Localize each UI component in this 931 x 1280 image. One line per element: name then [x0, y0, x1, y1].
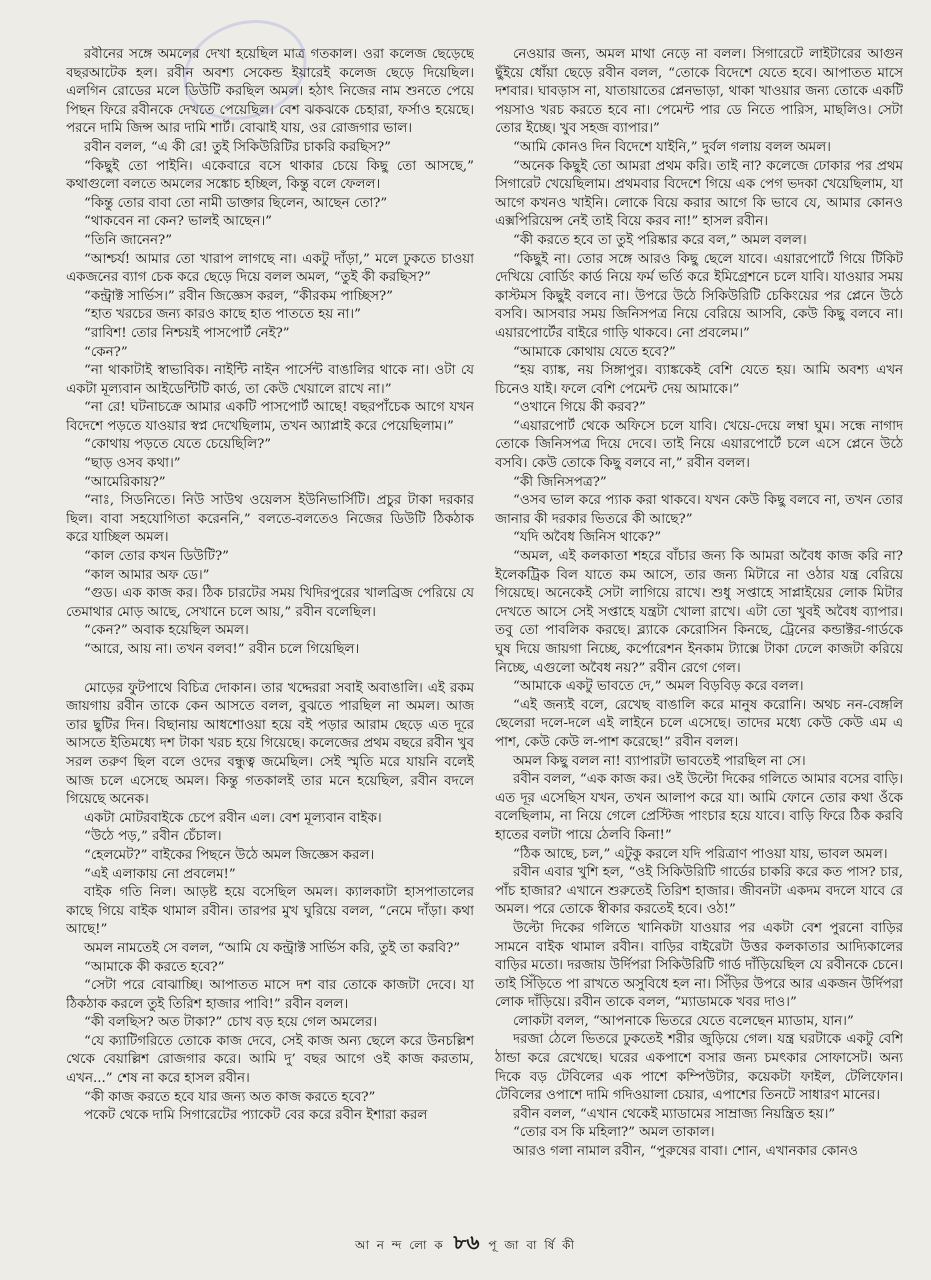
- magazine-name: আ ন ন্দ লো ক: [354, 1238, 445, 1252]
- paragraph: “অনেক কিছুই তো আমরা প্রথম করি। তাই না? কলেজে ঢোকার পর প্রথম সিগারেট খেয়েছিলাম। প্রথমবার বিদেশে গিয়ে এক পেগ ভদকা খেয়েছিলাম, যা আগে কখনও খাইনি। লোকে বিয়ে করার আগে কি ভাবে যে, আমার কোনও এক্সপিরিয়েন্স নেই তাই বিয়ে করব না!” হাসল রবীন।: [495, 158, 903, 230]
- paragraph: “কিন্তু তোর বাবা তো নামী ডাক্তার ছিলেন, আছেন তো?”: [84, 195, 388, 211]
- paragraph: “আমি কোনও দিন বিদেশে যাইনি,” দুর্বল গলায় বলল অমল।: [513, 139, 831, 155]
- paragraph: “আমাকে একটু ভাবতে দে,” অমল বিড়বিড় করে বলল।: [513, 679, 804, 695]
- paragraph: পকেট থেকে দামি সিগারেটের প্যাকেট বের করে রবীন ইশারা করল: [84, 1108, 428, 1124]
- paragraph: “সেটা পরে বোঝাচ্ছি। আপাতত মাসে দশ বার তোকে কাজটা দেবে। যা ঠিকঠাক করলে তুই তিরিশ হাজার পাবি!” রবীন বলল।: [66, 978, 474, 1012]
- paragraph: “তিনি জানেন?”: [84, 232, 173, 248]
- paragraph: “এই জন্যই বলে, রেখেছ বাঙালি করে মানুষ করোনি। অথচ নন-বেঙ্গলি ছেলেরা দলে-দলে এই লাইনে চলে এসেছে। তাদের মধ্যে কেউ কেউ এম এ পাশ, কেউ কেউ ল-পাশ করেছে!” রবীন বলল।: [495, 697, 903, 750]
- paragraph: “কী করতে হবে তা তুই পরিষ্কার করে বল,” অমল বলল।: [513, 232, 807, 248]
- paragraph: “কোথায় পড়তে যেতে চেয়েছিলি?”: [84, 437, 272, 453]
- paragraph: “কী জিনিসপত্র?”: [513, 474, 607, 490]
- paragraph: রবীন বলল, “এ কী রে! তুই সিকিউরিটির চাকরি করছিস?”: [84, 139, 392, 155]
- paragraph: “কেন?” অবাক হয়েছিল অমল।: [84, 623, 249, 639]
- paragraph: “কিছুই না। তোর সঙ্গে আরও কিছু ছেলে যাবে। এয়ারপোর্টে গিয়ে টিকিট দেখিয়ে বোর্ডিং কার্ড নিয়ে ফর্ম ভর্তি করে ইমিগ্রেশনে চলে যাবি। যাওয়ার সময় কাস্টমস কিছুই বলবে না। উপরে উঠে সিকিউরিটি চেকিংয়ের পর প্লেনে উঠে বসবি। আসবার সময় জিনিসপত্র নিয়ে বেরিয়ে আসবি, কেউ কিছু বলবে না। এয়ারপোর্টের বাইরে গাড়ি থাকবে। নো প্রবলেম।”: [495, 251, 903, 341]
- paragraph: “আমাকে কোথায় যেতে হবে?”: [513, 344, 676, 360]
- paragraph: “গুড। এক কাজ কর। ঠিক চারটের সময় খিদিরপুরের খালব্রিজ পেরিয়ে যে তেমাথার মোড় আছে, সেখানে চলে আয়,” রবীন বলেছিল।: [66, 586, 474, 620]
- paragraph: অমল নামতেই সে বলল, “আমি যে কন্ট্রাক্ট সার্ভিস করি, তুই তা করবি?”: [84, 940, 461, 956]
- page-footer: [0, 1228, 931, 1261]
- paragraph: “না রে! ঘটনাচক্রে আমার একটি পাসপোর্ট আছে! বছরপাঁচেক আগে যখন বিদেশে পড়তে যাওয়ার স্বপ্ন দেখেছিলাম, তখন অ্যাপ্লাই করে পেয়েছিলাম।”: [66, 400, 474, 434]
- paragraph: একটা মোটরবাইকে চেপে রবীন এল। বেশ মূল্যবান বাইক।: [84, 810, 382, 826]
- paragraph: রবীন এবার খুশি হল, “ওই সিকিউরিটি গার্ডের চাকরি করে কত পাস? চার, পাঁচ হাজার? এখানে শুরুতেই তিরিশ হাজার। জীবনটা একদম বদলে যাবে রে অমল। পরে তোকে স্বীকার করতেই হবে। ওঠ!”: [495, 865, 903, 918]
- paragraph: আরও গলা নামাল রবীন, “পুরুষের বাবা। শোন, এখানকার কোনও: [513, 1144, 858, 1160]
- paragraph: “অমল, এই কলকাতা শহরে বাঁচার জন্য কি আমরা অবৈধ কাজ করি না? ইলেকট্রিক বিল যাতে কম আসে, তার জন্য মিটারে না ওঠার যন্ত্র বেরিয়ে গিয়েছে। অনেকেই সেটা লাগিয়ে রাখে। শুধু সপ্তাহে সাপ্লাইয়ের লোক মিটার দেখতে আসে সেই সপ্তাহে যন্ত্রটা খোলা রাখে। এটা তো খুবই অবৈধ ব্যাপার। তবু তো পাবলিক করছে। ব্ল্যাকে কেরোসিন কিনছে, ট্রেনের কন্ডাক্টর-গার্ডকে ঘুষ দিয়ে জায়গা নিচ্ছে, কর্পোরেশন ইনকাম ট্যাক্সে টাকা ঢেলে কাজটা করিয়ে নিচ্ছে, এগুলো অবৈধ নয়?” রবীন রেগে গেল।: [495, 549, 903, 676]
- story-columns: [66, 46, 903, 1211]
- paragraph: “ওসব ভাল করে প্যাক করা থাকবে। যখন কেউ কিছু বলবে না, তখন তোর জানার কী দরকার ভিতরে কী আছে?”: [495, 493, 903, 527]
- paragraph: উল্টো দিকের গলিতে খানিকটা যাওয়ার পর একটা বেশ পুরনো বাড়ির সামনে বাইক থামাল রবীন। বাড়ির বাইরেটা উত্তর কলকাতার আদ্যিকালের বাড়ির মতো। দরজায় উর্দিপরা সিকিউরিটি গার্ড দাঁড়িয়েছিল যে রবীনকে চেনে। তাই সিঁড়িতে পা রাখতে অসুবিধে হল না। সিঁড়ির উপরে আর একজন উর্দিপরা লোক দাঁড়িয়ে। রবীন তাকে বলল, “ম্যাডামকে খবর দাও।”: [495, 920, 903, 1011]
- paragraph: “আমেরিকায়?”: [84, 474, 166, 490]
- page-number: ৮৬: [453, 1230, 480, 1254]
- paragraph: “উঠে পড়,” রবীন চেঁচাল।: [84, 829, 222, 845]
- paragraph: “আশ্চর্য! আমার তো খারাপ লাগছে না। একটু দাঁড়া,” মলে ঢুকতে চাওয়া একজনের ব্যাগ চেক করে ছেড়ে দিয়ে বলল অমল, “তুই কী করছিস?”: [66, 251, 474, 286]
- paragraph: “হাত খরচের জন্য কারও কাছে হাত পাততে হয় না।”: [84, 307, 361, 323]
- edition-label: পূ জা বা র্ষি কী: [488, 1238, 577, 1252]
- paragraph: “কাল তোর কখন ডিউটি?”: [84, 549, 229, 565]
- paragraph: রবীন বলল, “এক কাজ কর। ওই উল্টো দিকের গলিতে আমার বসের বাড়ি। এত দূর এসেছিস যখন, তখন আলাপ করে যা। আমি ফোনে তোর কথা ওঁকে বলেছিলাম, না নিয়ে গেলে প্রেস্টিজ পাংচার হয়ে যাবে। বাড়ি ফিরে ঠিক করবি হাতের বলটা পায়ে ঠেলবি কিনা!”: [495, 772, 903, 843]
- paragraph: “কেন?”: [84, 344, 128, 360]
- paragraph: “রাবিশ! তোর নিশ্চয়ই পাসপোর্ট নেই?”: [84, 325, 290, 341]
- paragraph: “থাকবেন না কেন? ভালই আছেন।”: [84, 214, 273, 230]
- paragraph: “কিছুই তো পাইনি। একেবারে বসে থাকার চেয়ে কিছু তো আসছে,” কথাগুলো বলতে অমলের সঙ্কোচ হচ্ছিল, কিন্তু বলে ফেলল।: [66, 158, 474, 193]
- paragraph: “ঠিক আছে, চল,” এটুকু করলে যদি পরিত্রাণ পাওয়া যায়, ভাবল অমল।: [513, 846, 888, 862]
- paragraph: “কী কাজ করতে হবে যার জন্য অত কাজ করতে হবে?”: [84, 1089, 376, 1105]
- paragraph: “নাঃ, সিডনিতে। নিউ সাউথ ওয়েলস ইউনিভার্সিটি। প্রচুর টাকা দরকার ছিল। বাবা সহযোগিতা করেননি,” বলতে-বলতেও নিজের ডিউটি ঠিকঠাক করে যাচ্ছিল অমল।: [66, 493, 474, 546]
- paragraph: লোকটা বলল, “আপনাকে ভিতরে যেতে বলেছেন ম্যাডাম, যান।”: [513, 1013, 854, 1029]
- paragraph: নেওয়ার জন্য, অমল মাথা নেড়ে না বলল। সিগারেটে লাইটারের আগুন ছুঁইয়ে ধোঁয়া ছেড়ে রবীন বলল, “তোকে বিদেশে যেতে হবে। আপাতত মাসে দশবার। ঘাবড়াস না, যাতায়াতের প্লেনভাড়া, থাকা খাওয়ার জন্য তোকে একটি পয়সাও খরচ করতে হবে না। পেমেন্ট পার ডে নিতে পারিস, মাছলিও। সেটা তোর ইচ্ছে। খুব সহজ ব্যাপার।”: [495, 47, 903, 137]
- paragraph: “হেলমেট?” বাইকের পিছনে উঠে অমল জিজ্ঞেস করল।: [84, 847, 375, 863]
- paragraph: মোড়ের ফুটপাথে বিচিত্র দোকান। তার খদ্দেররা সবাই অবাঙালি। এই রকম জায়গায় রবীন তাকে কেন আসতে বলল, বুঝতে পারছিল না অমল। আজ তার ছুটির দিন। বিছানায় আধশোওয়া হয়ে বই পড়ার আরাম ছেড়ে এত দূরে আসতে ইতিমধ্যে দশ টাকা খরচ হয়ে গিয়েছে। কলেজের প্রথম বছরে রবীন খুব সরল তরুণ ছিল বলে ওদের বন্ধুত্ব জমেছিল। সেই স্মৃতি মরে যায়নি বলেই আজ চলে এসেছে অমল। কিন্তু গতকালই তার মনে হয়েছিল, রবীন বদলে গিয়েছে অনেক।: [66, 680, 474, 808]
- paragraph: দরজা ঠেলে ভিতরে ঢুকতেই শরীর জুড়িয়ে গেল। যন্ত্র ঘরটাকে একটু বেশি ঠান্ডা করে রেখেছে। ঘরের একপাশে বসার জন্য চমৎকার সোফাসেট। অন্য দিকে বড় টেবিলের এক পাশে কম্পিউটার, কয়েকটা ফাইল, টেলিফোন। টেবিলের ওপাশে দামি গদিওয়ালা চেয়ার, এপাশের তিনটে সাধারণ মানের।: [495, 1032, 903, 1104]
- paragraph: অমল কিছু বলল না! ব্যাপারটা ভাবতেই পারছিল না সে।: [513, 753, 806, 769]
- paragraph: “না থাকাটাই স্বাভাবিক। নাইন্টি নাইন পার্সেন্ট বাঙালির থাকে না। ওটা যে একটা মূল্যবান আইডেন্টিটি কার্ড, তা কেউ খেয়ালে রাখে না।”: [66, 363, 474, 397]
- paragraph: “এয়ারপোর্ট থেকে অফিসে চলে যাবি। খেয়ে-দেয়ে লম্বা ঘুম। সন্ধে নাগাদ তোকে জিনিসপত্র দিয়ে দেবে। তাই নিয়ে এয়ারপোর্টে চলে এসে প্লেনে উঠে বসবি। কেউ তোকে কিছু বলবে না,” রবীন বলল।: [495, 418, 903, 472]
- paragraph: “আমাকে কী করতে হবে?”: [84, 959, 225, 975]
- left-column: [66, 46, 474, 1211]
- paragraph: “যে ক্যাটিগরিতে তোকে কাজ দেবে, সেই কাজ অন্য ছেলে করে উনচল্লিশ থেকে বেয়াল্লিশ রোজগার করে। আমি দু’ বছর আগে ওই কাজ করতাম, এখন...” শেষ না করে হাসল রবীন।: [66, 1033, 474, 1087]
- paragraph: “কী বলছিস? অত টাকা?” চোখ বড় হয়ে গেল অমলের।: [84, 1015, 377, 1031]
- paragraph: “ওখানে গিয়ে কী করব?”: [513, 400, 646, 416]
- paragraph: “কন্ট্রাক্ট সার্ভিস।” রবীন জিজ্ঞেস করল, “কীরকম পাচ্ছিস?”: [84, 288, 394, 304]
- paragraph: “এই এলাকায় নো প্রবলেম!”: [84, 866, 236, 882]
- paragraph: “কাল আমার অফ ডে।”: [84, 567, 210, 583]
- paragraph: “আরে, আয় না। তখন বলব!” রবীন চলে গিয়েছিল।: [84, 642, 360, 657]
- paragraph: “ছাড় ওসব কথা।”: [84, 456, 181, 472]
- paragraph: রবীনের সঙ্গে অমলের দেখা হয়েছিল মাত্র গতকাল। ওরা কলেজ ছেড়েছে বছরআটেক হল। রবীন অবশ্য সেকেন্ড ইয়ারেই কলেজ ছেড়ে দিয়েছিল। এলগিন রোডের মলে ডিউটি করছিল অমল। হঠাৎ নিজের নাম শুনতে পেয়ে পিছন ফিরে রবীনকে দেখতে পেয়েছিল। বেশ ঝকঝকে চেহারা, ফর্সাও হয়েছে। পরনে দামি জিন্স আর দামি শার্ট। বোঝাই যায়, ওর রোজগার ভাল।: [66, 47, 474, 137]
- right-column: [495, 46, 903, 1211]
- paragraph: বাইক গতি নিল। আড়ষ্ট হয়ে বসেছিল অমল। ক্যালকাটা হাসপাতালের কাছে গিয়ে বাইক থামাল রবীন। তারপর মুখ ঘুরিয়ে বলল, “নেমে দাঁড়া। কথা আছে!”: [66, 885, 474, 938]
- paragraph: “হয় ব্যাঙ্ক, নয় সিঙ্গাপুর। ব্যাঙ্ককেই বেশি যেতে হয়। আমি অবশ্য এখন চিনেও যাই। ফলে বেশি পেমেন্ট দেয় আমাকে।”: [495, 363, 903, 397]
- paragraph: রবীন বলল, “এখান থেকেই ম্যাডামের সাম্রাজ্য নিয়ন্ত্রিত হয়।”: [513, 1106, 836, 1122]
- paragraph: “তোর বস কি মহিলা?” অমল তাকাল।: [513, 1125, 715, 1141]
- section-break: [66, 660, 474, 680]
- paragraph: “যদি অবৈধ জিনিস থাকে?”: [513, 530, 662, 546]
